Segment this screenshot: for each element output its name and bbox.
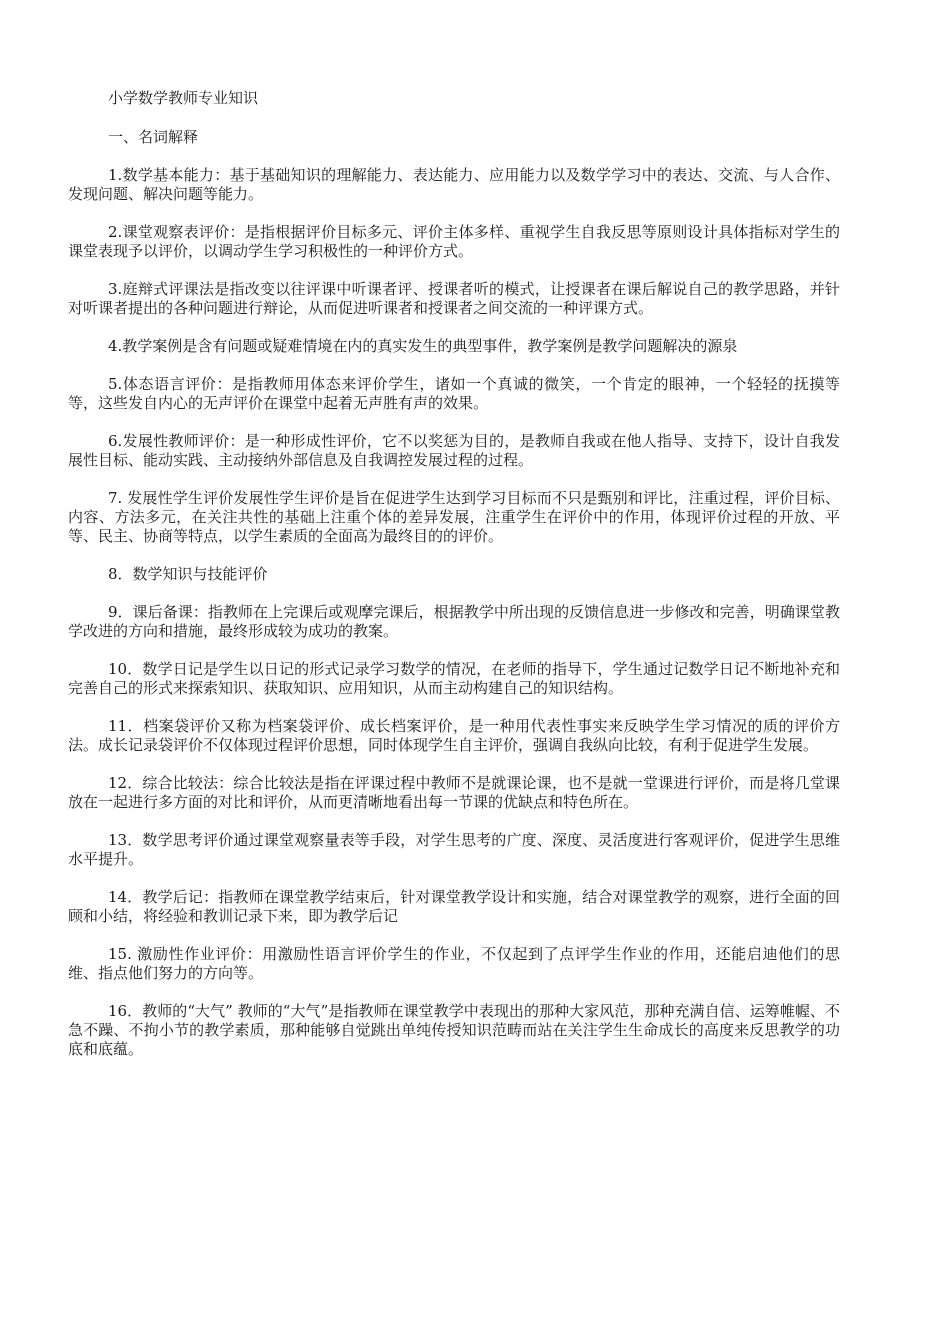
- paragraph-3: 3.庭辩式评课法是指改变以往评课中听课者评、授课者听的模式，让授课者在课后解说自己的教学思路，并针对听课者提出的各种问题进行辩论，从而促进听课者和授课者之间交流的一种评课方式。: [68, 280, 840, 317]
- paragraph-7: 7. 发展性学生评价发展性学生评价是旨在促进学生达到学习目标而不只是甄别和评比，注重过程，评价目标、内容、方法多元，在关注共性的基础上注重个体的差异发展，注重学生在评价中的作用，体现评价过程的开放、平等、民主、协商等特点，以学生素质的全面高为最终目的的评价。: [68, 489, 840, 545]
- document-title: 小学数学教师专业知识: [108, 89, 259, 107]
- document-page: [68, 88, 840, 1078]
- paragraph-8: 8．数学知识与技能评价: [108, 565, 268, 583]
- paragraph-1: 1.数学基本能力：基于基础知识的理解能力、表达能力、应用能力以及数学学习中的表达、交流、与人合作、发现问题、解决问题等能力。: [68, 166, 840, 203]
- paragraph-16: 16．教师的“大气” 教师的“大气”是指教师在课堂教学中表现出的那种大家风范，那种充满自信、运筹帷幄、不急不躁、不拘小节的教学素质，那种能够自觉跳出单纯传授知识范畴而站在关注学生生命成长的高度来反思教学的功底和底蕴。: [68, 1002, 840, 1058]
- paragraph-6: 6.发展性教师评价：是一种形成性评价，它不以奖惩为目的，是教师自我或在他人指导、支持下，设计自我发展性目标、能动实践、主动接纳外部信息及自我调控发展过程的过程。: [68, 432, 840, 469]
- paragraph-9: 9．课后备课：指教师在上完课后或观摩完课后，根据教学中所出现的反馈信息进一步修改和完善，明确课堂教学改进的方向和措施，最终形成较为成功的教案。: [68, 603, 840, 640]
- paragraph-10: 10．数学日记是学生以日记的形式记录学习数学的情况，在老师的指导下，学生通过记数学日记不断地补充和完善自己的形式来探索知识、获取知识、应用知识，从而主动构建自己的知识结构。: [68, 660, 840, 697]
- paragraph-2: 2.课堂观察表评价：是指根据评价目标多元、评价主体多样、重视学生自我反思等原则设计具体指标对学生的课堂表现予以评价，以调动学生学习积极性的一种评价方式。: [68, 223, 840, 260]
- paragraph-15: 15. 激励性作业评价：用激励性语言评价学生的作业，不仅起到了点评学生作业的作用，还能启迪他们的思维、指点他们努力的方向等。: [68, 945, 840, 982]
- paragraph-12: 12．综合比较法：综合比较法是指在评课过程中教师不是就课论课，也不是就一堂课进行评价，而是将几堂课放在一起进行多方面的对比和评价，从而更清晰地看出每一节课的优缺点和特色所在。: [68, 774, 840, 811]
- paragraph-13: 13．数学思考评价通过课堂观察量表等手段，对学生思考的广度、深度、灵活度进行客观评价，促进学生思维水平提升。: [68, 831, 840, 868]
- paragraph-11: 11．档案袋评价又称为档案袋评价、成长档案评价，是一种用代表性事实来反映学生学习情况的质的评价方法。成长记录袋评价不仅体现过程评价思想，同时体现学生自主评价，强调自我纵向比较，有利于促进学生发展。: [68, 717, 840, 754]
- paragraph-14: 14．教学后记：指教师在课堂教学结束后，针对课堂教学设计和实施，结合对课堂教学的观察，进行全面的回顾和小结，将经验和教训记录下来，即为教学后记: [68, 888, 840, 925]
- paragraph-4: 4.教学案例是含有问题或疑难情境在内的真实发生的典型事件，教学案例是教学问题解决的源泉: [108, 337, 738, 355]
- paragraph-5: 5.体态语言评价：是指教师用体态来评价学生，诸如一个真诚的微笑，一个肯定的眼神，一个轻轻的抚摸等等，这些发自内心的无声评价在课堂中起着无声胜有声的效果。: [68, 375, 840, 412]
- section-heading: 一、名词解释: [108, 128, 199, 146]
